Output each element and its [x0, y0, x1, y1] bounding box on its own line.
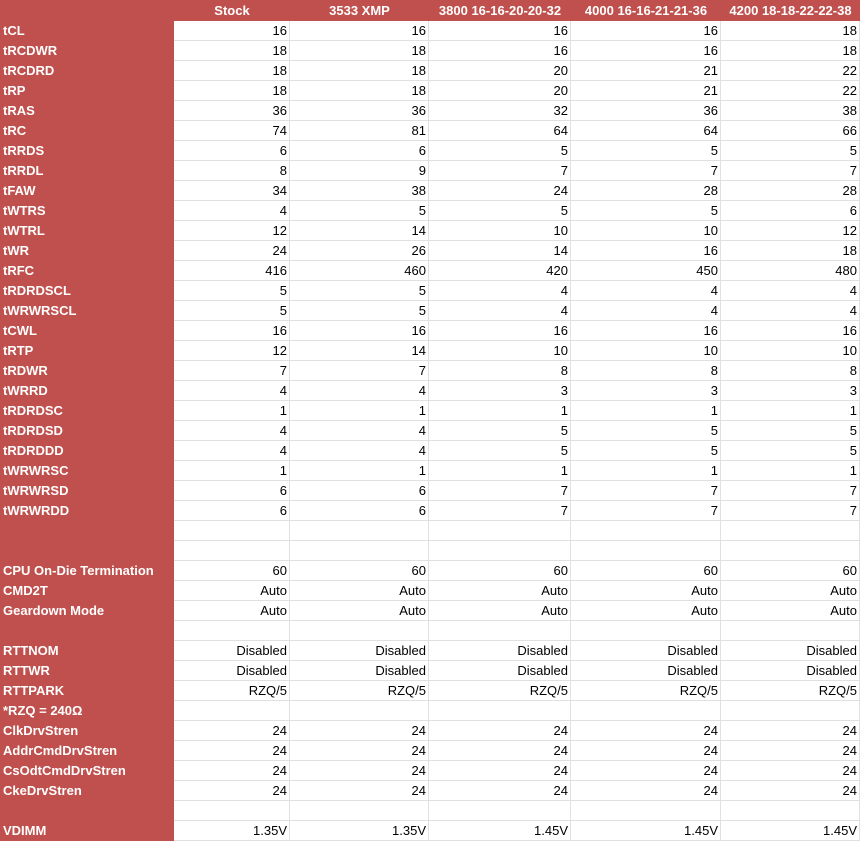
value-cell — [721, 801, 860, 821]
row-label: tRP — [0, 81, 174, 101]
value-cell: 18 — [174, 61, 290, 81]
value-cell: Disabled — [721, 661, 860, 681]
value-cell: Disabled — [174, 661, 290, 681]
value-cell — [571, 521, 721, 541]
row-label: tRAS — [0, 101, 174, 121]
value-cell: Auto — [721, 601, 860, 621]
value-cell: 16 — [571, 41, 721, 61]
value-cell: 12 — [174, 341, 290, 361]
value-cell — [290, 621, 429, 641]
row-label: ClkDrvStren — [0, 721, 174, 741]
value-cell: 18 — [174, 41, 290, 61]
value-cell: 7 — [571, 501, 721, 521]
row-label: tWRWRSC — [0, 461, 174, 481]
value-cell: 9 — [290, 161, 429, 181]
value-cell: 16 — [290, 321, 429, 341]
value-cell: 5 — [721, 141, 860, 161]
value-cell: 16 — [571, 321, 721, 341]
value-cell: 6 — [290, 141, 429, 161]
row-label: CPU On-Die Termination — [0, 561, 174, 581]
value-cell: 36 — [571, 101, 721, 121]
value-cell: 21 — [571, 81, 721, 101]
value-cell: 420 — [429, 261, 571, 281]
value-cell: 10 — [429, 221, 571, 241]
row-label: tRCDRD — [0, 61, 174, 81]
column-header: 4200 18-18-22-22-38 — [721, 0, 860, 21]
value-cell: 4 — [290, 381, 429, 401]
value-cell: 60 — [290, 561, 429, 581]
value-cell: 24 — [721, 741, 860, 761]
row-label: tWTRL — [0, 221, 174, 241]
value-cell: 5 — [571, 441, 721, 461]
row-label: VDIMM — [0, 821, 174, 841]
row-label: tRDRDSD — [0, 421, 174, 441]
row-label: tRDRDDD — [0, 441, 174, 461]
value-cell: 18 — [174, 81, 290, 101]
value-cell: 5 — [290, 301, 429, 321]
value-cell: 4 — [571, 281, 721, 301]
value-cell: 16 — [429, 41, 571, 61]
value-cell: 1.45V — [721, 821, 860, 841]
value-cell: 32 — [429, 101, 571, 121]
value-cell — [429, 521, 571, 541]
value-cell: 22 — [721, 61, 860, 81]
value-cell — [721, 521, 860, 541]
value-cell: 60 — [174, 561, 290, 581]
value-cell: 24 — [174, 241, 290, 261]
value-cell: 4 — [721, 301, 860, 321]
value-cell: 10 — [429, 341, 571, 361]
value-cell: Auto — [571, 581, 721, 601]
value-cell: 26 — [290, 241, 429, 261]
value-cell: Auto — [174, 581, 290, 601]
value-cell: 24 — [290, 781, 429, 801]
value-cell: 460 — [290, 261, 429, 281]
value-cell: 4 — [429, 301, 571, 321]
value-cell: 6 — [290, 481, 429, 501]
column-header: Stock — [174, 0, 290, 21]
value-cell: 60 — [429, 561, 571, 581]
value-cell — [721, 621, 860, 641]
value-cell: 24 — [174, 781, 290, 801]
row-label: tFAW — [0, 181, 174, 201]
row-label: tWRWRSD — [0, 481, 174, 501]
row-label: tRDRDSCL — [0, 281, 174, 301]
value-cell: 24 — [571, 781, 721, 801]
value-cell: 28 — [721, 181, 860, 201]
column-header: 3800 16-16-20-20-32 — [429, 0, 571, 21]
value-cell: 1.35V — [290, 821, 429, 841]
value-cell: 450 — [571, 261, 721, 281]
value-cell: 66 — [721, 121, 860, 141]
value-cell: 28 — [571, 181, 721, 201]
value-cell: 16 — [571, 21, 721, 41]
value-cell: 12 — [721, 221, 860, 241]
value-cell: Disabled — [290, 641, 429, 661]
value-cell: 16 — [174, 321, 290, 341]
value-cell: 8 — [721, 361, 860, 381]
column-header: 3533 XMP — [290, 0, 429, 21]
value-cell: 1 — [174, 461, 290, 481]
value-cell: 16 — [571, 241, 721, 261]
row-label: tWR — [0, 241, 174, 261]
row-label: CsOdtCmdDrvStren — [0, 761, 174, 781]
value-cell: 16 — [290, 21, 429, 41]
value-cell: Auto — [429, 601, 571, 621]
row-label: CkeDrvStren — [0, 781, 174, 801]
value-cell: 18 — [721, 241, 860, 261]
row-label: tRRDS — [0, 141, 174, 161]
value-cell — [174, 621, 290, 641]
value-cell: 24 — [429, 741, 571, 761]
value-cell: 8 — [429, 361, 571, 381]
value-cell — [290, 701, 429, 721]
value-cell: 7 — [429, 501, 571, 521]
value-cell: 14 — [290, 341, 429, 361]
value-cell: 6 — [290, 501, 429, 521]
value-cell: 24 — [429, 721, 571, 741]
value-cell: 36 — [290, 101, 429, 121]
row-label: tWRWRSCL — [0, 301, 174, 321]
value-cell: 1 — [721, 461, 860, 481]
value-cell: 7 — [290, 361, 429, 381]
value-cell: 18 — [290, 61, 429, 81]
value-cell: 10 — [571, 221, 721, 241]
column-header: 4000 16-16-21-21-36 — [571, 0, 721, 21]
row-label: tCWL — [0, 321, 174, 341]
value-cell: 5 — [571, 201, 721, 221]
value-cell: 1.45V — [429, 821, 571, 841]
row-label: tWRRD — [0, 381, 174, 401]
value-cell: 8 — [571, 361, 721, 381]
value-cell: 24 — [174, 721, 290, 741]
value-cell: 1 — [174, 401, 290, 421]
header-corner — [0, 0, 174, 21]
row-label: tRDWR — [0, 361, 174, 381]
value-cell: 24 — [721, 761, 860, 781]
value-cell: 1 — [429, 401, 571, 421]
value-cell: 4 — [290, 441, 429, 461]
value-cell: 3 — [721, 381, 860, 401]
value-cell: 5 — [571, 141, 721, 161]
value-cell: 38 — [721, 101, 860, 121]
row-label: tRC — [0, 121, 174, 141]
value-cell: 1 — [290, 401, 429, 421]
value-cell: 8 — [174, 161, 290, 181]
value-cell: 5 — [174, 301, 290, 321]
value-cell: 64 — [429, 121, 571, 141]
value-cell — [174, 521, 290, 541]
value-cell — [429, 801, 571, 821]
value-cell — [571, 701, 721, 721]
value-cell: RZQ/5 — [721, 681, 860, 701]
value-cell: 24 — [571, 721, 721, 741]
value-cell: 24 — [429, 761, 571, 781]
value-cell — [174, 801, 290, 821]
value-cell: 18 — [290, 81, 429, 101]
value-cell — [721, 701, 860, 721]
value-cell: 5 — [721, 421, 860, 441]
value-cell: 16 — [429, 21, 571, 41]
value-cell: Disabled — [174, 641, 290, 661]
value-cell: 1 — [429, 461, 571, 481]
row-label — [0, 521, 174, 541]
value-cell: 21 — [571, 61, 721, 81]
value-cell: 14 — [290, 221, 429, 241]
value-cell: 480 — [721, 261, 860, 281]
value-cell: 24 — [429, 781, 571, 801]
value-cell: Auto — [721, 581, 860, 601]
value-cell: 4 — [571, 301, 721, 321]
value-cell: 6 — [174, 501, 290, 521]
value-cell: 4 — [721, 281, 860, 301]
value-cell: 7 — [721, 501, 860, 521]
value-cell — [571, 621, 721, 641]
row-label — [0, 621, 174, 641]
value-cell: Disabled — [429, 661, 571, 681]
value-cell — [571, 801, 721, 821]
value-cell: 24 — [429, 181, 571, 201]
value-cell: 4 — [174, 421, 290, 441]
value-cell: 24 — [290, 761, 429, 781]
value-cell: Disabled — [571, 641, 721, 661]
value-cell: 7 — [571, 481, 721, 501]
value-cell: 6 — [174, 141, 290, 161]
value-cell: 7 — [721, 161, 860, 181]
value-cell: 1 — [721, 401, 860, 421]
row-label: RTTPARK — [0, 681, 174, 701]
value-cell: RZQ/5 — [571, 681, 721, 701]
value-cell — [429, 701, 571, 721]
value-cell: Auto — [429, 581, 571, 601]
row-label: tRDRDSC — [0, 401, 174, 421]
value-cell: 4 — [429, 281, 571, 301]
value-cell: 24 — [571, 761, 721, 781]
value-cell — [290, 801, 429, 821]
row-label: tCL — [0, 21, 174, 41]
value-cell: 24 — [721, 721, 860, 741]
value-cell: RZQ/5 — [174, 681, 290, 701]
value-cell: 1.35V — [174, 821, 290, 841]
value-cell: 18 — [721, 41, 860, 61]
value-cell: 1 — [290, 461, 429, 481]
row-label: CMD2T — [0, 581, 174, 601]
value-cell: 60 — [721, 561, 860, 581]
value-cell: 36 — [174, 101, 290, 121]
value-cell: 24 — [721, 781, 860, 801]
value-cell — [571, 541, 721, 561]
value-cell: 7 — [571, 161, 721, 181]
value-cell: 7 — [429, 161, 571, 181]
value-cell: 12 — [174, 221, 290, 241]
value-cell: 416 — [174, 261, 290, 281]
value-cell: 22 — [721, 81, 860, 101]
value-cell: 16 — [721, 321, 860, 341]
value-cell: Auto — [290, 601, 429, 621]
value-cell: 6 — [721, 201, 860, 221]
value-cell: Disabled — [571, 661, 721, 681]
row-label: tRCDWR — [0, 41, 174, 61]
value-cell — [429, 621, 571, 641]
value-cell: Auto — [290, 581, 429, 601]
value-cell: 3 — [571, 381, 721, 401]
value-cell: Disabled — [290, 661, 429, 681]
value-cell: RZQ/5 — [290, 681, 429, 701]
value-cell: 4 — [290, 421, 429, 441]
value-cell: 5 — [429, 201, 571, 221]
value-cell: 18 — [290, 41, 429, 61]
value-cell: 20 — [429, 81, 571, 101]
value-cell — [290, 541, 429, 561]
value-cell: 5 — [571, 421, 721, 441]
row-label: RTTNOM — [0, 641, 174, 661]
value-cell: 24 — [174, 761, 290, 781]
value-cell: 81 — [290, 121, 429, 141]
value-cell: 1 — [571, 461, 721, 481]
value-cell: 64 — [571, 121, 721, 141]
value-cell: Auto — [571, 601, 721, 621]
row-label: RTTWR — [0, 661, 174, 681]
value-cell — [290, 521, 429, 541]
value-cell: 7 — [721, 481, 860, 501]
value-cell: 74 — [174, 121, 290, 141]
value-cell: 5 — [174, 281, 290, 301]
value-cell: 4 — [174, 381, 290, 401]
value-cell — [174, 701, 290, 721]
value-cell: 1.45V — [571, 821, 721, 841]
row-label: Geardown Mode — [0, 601, 174, 621]
value-cell: Disabled — [429, 641, 571, 661]
value-cell: 16 — [429, 321, 571, 341]
value-cell: 38 — [290, 181, 429, 201]
value-cell: Disabled — [721, 641, 860, 661]
value-cell: 24 — [290, 721, 429, 741]
value-cell: 7 — [429, 481, 571, 501]
value-cell: 20 — [429, 61, 571, 81]
value-cell: 1 — [571, 401, 721, 421]
value-cell: Auto — [174, 601, 290, 621]
value-cell: 60 — [571, 561, 721, 581]
value-cell: 18 — [721, 21, 860, 41]
value-cell: 5 — [429, 421, 571, 441]
row-label: tRTP — [0, 341, 174, 361]
value-cell: 14 — [429, 241, 571, 261]
value-cell: 4 — [174, 441, 290, 461]
value-cell — [174, 541, 290, 561]
row-label — [0, 801, 174, 821]
value-cell: 10 — [571, 341, 721, 361]
value-cell: 5 — [721, 441, 860, 461]
row-label: *RZQ = 240Ω — [0, 701, 174, 721]
row-label — [0, 541, 174, 561]
value-cell: 5 — [429, 441, 571, 461]
value-cell — [429, 541, 571, 561]
value-cell: 4 — [174, 201, 290, 221]
row-label: tWRWRDD — [0, 501, 174, 521]
row-label: tRRDL — [0, 161, 174, 181]
value-cell: 34 — [174, 181, 290, 201]
value-cell: RZQ/5 — [429, 681, 571, 701]
value-cell: 5 — [429, 141, 571, 161]
value-cell: 16 — [174, 21, 290, 41]
value-cell: 5 — [290, 201, 429, 221]
row-label: tRFC — [0, 261, 174, 281]
value-cell: 10 — [721, 341, 860, 361]
value-cell: 24 — [174, 741, 290, 761]
value-cell: 24 — [571, 741, 721, 761]
value-cell: 24 — [290, 741, 429, 761]
value-cell: 7 — [174, 361, 290, 381]
value-cell: 5 — [290, 281, 429, 301]
row-label: tWTRS — [0, 201, 174, 221]
row-label: AddrCmdDrvStren — [0, 741, 174, 761]
value-cell: 6 — [174, 481, 290, 501]
value-cell: 3 — [429, 381, 571, 401]
value-cell — [721, 541, 860, 561]
